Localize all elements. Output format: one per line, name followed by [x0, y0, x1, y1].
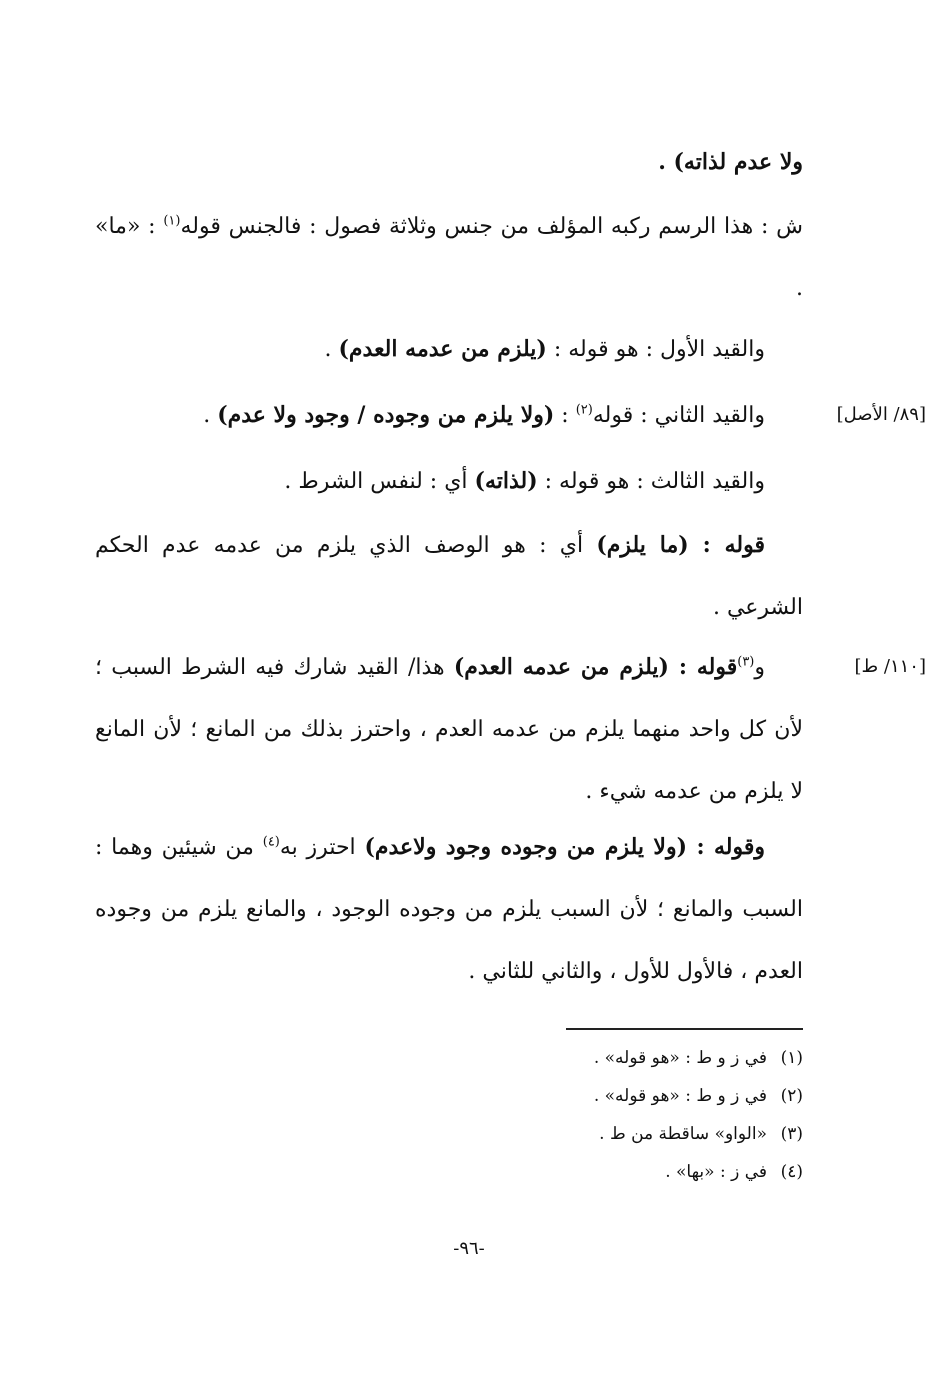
paragraph-7-prefix: و [754, 655, 765, 680]
page-number: -٩٦- [453, 1238, 485, 1259]
paragraph-4-quote: (ولا يلزم من وجوده / وجود ولا عدم) [217, 402, 555, 428]
paragraph-2-text: ش : هذا الرسم ركبه المؤلف من جنس وثلاثة فصول : فالجنس قوله [180, 214, 803, 239]
paragraph-4 [95, 384, 803, 447]
paragraph-8-end: من شيئين وهما : السبب والمانع ؛ لأن السبب يلزم من وجوده الوجود ، والمانع يلزم من وجوده العدم ، فالأول للأول ، والثاني للثاني . [95, 835, 803, 984]
paragraph-4-mid: : [554, 403, 576, 428]
paragraph-5-prefix: والقيد الثالث : هو قوله : [537, 469, 765, 494]
paragraph-4-prefix: والقيد الثاني : قوله [592, 403, 765, 428]
paragraph-7 [95, 636, 803, 823]
paragraph-5-quote: (لذاته) [474, 468, 538, 494]
paragraph-7-quote: قوله : (يلزم من عدمه العدم) [453, 654, 738, 680]
paragraph-3-quote: (يلزم من عدمه العدم) [338, 336, 547, 362]
paragraph-2 [95, 196, 803, 320]
footnotes [303, 1039, 803, 1191]
paragraph-4-end: . [203, 403, 218, 428]
paragraph-6-quote: قوله : (ما يلزم) [596, 532, 765, 558]
footnote-1-text: في ز و ط : «هو قوله» . [593, 1048, 767, 1068]
margin-note-ta: [١١٠/ ط] [854, 656, 926, 677]
footnote-ref-4: (٤) [262, 834, 280, 850]
paragraph-3-end: . [324, 337, 339, 362]
paragraph-7-end: هذا/ القيد شارك فيه الشرط السبب ؛ لأن كل واحد منهما يلزم من عدمه العدم ، واحترز بذلك من المانع ؛ لأن المانع لا يلزم من عدمه شيء . [95, 655, 803, 804]
footnote-3 [303, 1115, 803, 1153]
paragraph-8-mid: احترز به [279, 835, 365, 860]
footnote-2-number: (٢) [780, 1086, 803, 1106]
paragraph-3 [95, 318, 803, 381]
margin-note-asl: [٨٩/ الأصل] [836, 404, 926, 425]
paragraph-1-text: ولا عدم لذاته) . [658, 149, 803, 175]
footnote-3-number: (٣) [780, 1124, 803, 1144]
paragraph-6 [95, 514, 803, 639]
paragraph-8 [95, 816, 803, 1003]
footnote-3-text: «الواو» ساقطة من ط . [599, 1124, 767, 1144]
footnote-1 [303, 1039, 803, 1077]
paragraph-6-end: أي : هو الوصف الذي يلزم من عدمه عدم الحكم الشرعي . [95, 533, 803, 620]
footnote-ref-3: (٣) [737, 654, 755, 670]
footnote-ref-2: (٢) [575, 402, 593, 418]
paragraph-3-prefix: والقيد الأول : هو قوله : [546, 337, 765, 362]
paragraph-5 [95, 450, 803, 513]
footnote-4-text: في ز : «بها» . [665, 1162, 767, 1182]
footnote-1-number: (١) [780, 1048, 803, 1068]
footnote-4 [303, 1153, 803, 1191]
paragraph-1 [95, 131, 803, 194]
footnote-ref-1: (١) [163, 213, 181, 229]
paragraph-8-quote: وقوله : (ولا يلزم من وجوده وجود ولاعدم) [364, 834, 765, 860]
footnote-2-text: في ز و ط : «هو قوله» . [593, 1086, 767, 1106]
footnote-separator [566, 1028, 803, 1030]
paragraph-5-end: أي : لنفس الشرط . [284, 469, 475, 494]
paragraph-2-end: : «ما» . [95, 214, 803, 301]
footnote-2 [303, 1077, 803, 1115]
footnote-4-number: (٤) [780, 1162, 803, 1182]
